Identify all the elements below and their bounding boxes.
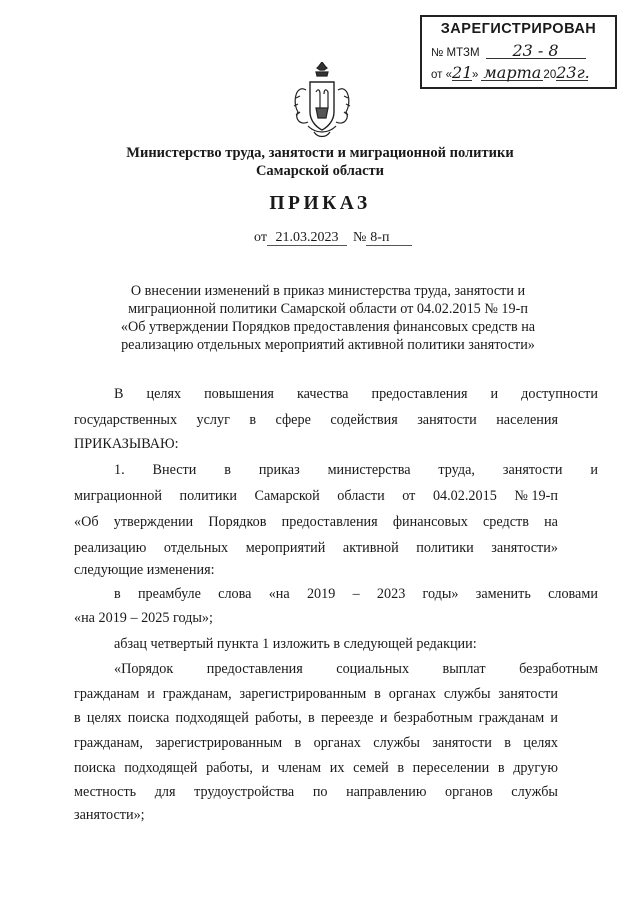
word: на (544, 514, 558, 530)
word: в (114, 586, 121, 602)
word: местность (74, 784, 137, 800)
word: качества (296, 386, 349, 402)
word: миграционной (74, 488, 162, 504)
body-line (74, 784, 558, 801)
word: другую (513, 760, 558, 776)
word: министерства (327, 462, 411, 478)
body-line (74, 586, 598, 603)
ministry-name-line2: Самарской области (255, 163, 385, 179)
word: Внести (152, 462, 197, 478)
word: службы (373, 735, 420, 751)
stamp-date-row (431, 65, 588, 81)
word: и (590, 462, 598, 478)
body-line (74, 462, 598, 479)
body-line (74, 686, 558, 703)
word: годы» (422, 586, 459, 602)
document-title: ПРИКАЗ (269, 193, 371, 214)
word: безработным (393, 710, 473, 726)
word: приказ (258, 462, 300, 478)
word: – (352, 586, 360, 602)
word: в (504, 735, 511, 751)
word: В (114, 386, 124, 402)
word: и (379, 710, 388, 726)
word: гражданам (74, 686, 140, 702)
word: в (374, 686, 381, 702)
word: № 19-п (514, 488, 558, 504)
body-line (74, 488, 558, 505)
stamp-title: ЗАРЕГИСТРИРОВАН (440, 21, 597, 37)
word: семей (353, 760, 389, 776)
word: в (224, 462, 231, 478)
word: по (312, 784, 328, 800)
word: службы (511, 784, 558, 800)
body-line: следующие изменения: (74, 562, 215, 578)
word: области (337, 488, 385, 504)
word: поиска (74, 760, 116, 776)
body-line (74, 412, 558, 429)
word: в (74, 710, 81, 726)
word: органах (313, 735, 361, 751)
word: слова (218, 586, 252, 602)
word: заменить (475, 586, 531, 602)
stamp-year-prefix: 20 (543, 69, 557, 81)
word: и (261, 760, 270, 776)
word: в (249, 412, 257, 428)
word: труда, (438, 462, 475, 478)
word: переезде (320, 710, 374, 726)
word: содействия (330, 412, 398, 428)
word: средств (483, 514, 529, 530)
word: реализацию (74, 540, 147, 556)
word: занятости» (491, 540, 558, 556)
word: политики (416, 540, 474, 556)
subject-line: «Об утверждении Порядков предоставления финансовых средств на (120, 319, 536, 335)
stamp-date-mid: » (472, 69, 479, 81)
body-line: «на 2019 – 2025 годы»; (74, 610, 213, 626)
word: гражданам, (74, 735, 143, 751)
word: «на (268, 586, 290, 602)
stamp-year-handwritten: 23г. (556, 63, 590, 82)
word: отдельных (163, 540, 229, 556)
word: «Порядок (114, 661, 174, 677)
word: поиска (127, 710, 170, 726)
order-subject (68, 282, 588, 354)
word: Порядков (208, 514, 267, 530)
word: гражданам (478, 710, 545, 726)
stamp-number-label: № МТЗМ (431, 47, 480, 59)
word: зарегистрированным (155, 735, 283, 751)
word: службы (443, 686, 491, 702)
word: и (490, 386, 499, 402)
body-line (74, 735, 558, 752)
word: органах (388, 686, 437, 702)
body-line (74, 710, 558, 727)
word: услуг (196, 412, 230, 428)
order-date-number-line (254, 230, 412, 246)
word: в (294, 735, 302, 751)
word: выплат (442, 661, 486, 677)
stamp-number-handwritten: 23 - 8 (486, 43, 586, 59)
body-line: абзац четвертый пункта 1 изложить в следующей редакции: (114, 636, 477, 652)
coat-of-arms-emblem (286, 62, 358, 142)
body-line (74, 514, 558, 531)
order-date: 21.03.2023 (267, 231, 347, 246)
word: целях (86, 710, 122, 726)
word: предоставления (371, 386, 468, 402)
word: в (497, 760, 505, 776)
word: работы, (206, 760, 253, 776)
body-line (74, 760, 558, 777)
subject-line: О внесении изменений в приказ министерства труда, занятости и (130, 283, 526, 299)
stamp-day-handwritten: 21 (452, 63, 473, 82)
order-date-prefix: от (254, 230, 267, 245)
word: предоставления (281, 514, 378, 530)
word: занятости (417, 412, 477, 428)
order-number-sign: № (352, 230, 367, 245)
word: повышения (204, 386, 274, 402)
word: 04.02.2015 (432, 488, 497, 504)
word: членам (277, 760, 322, 776)
word: в (308, 710, 315, 726)
word: утверждении (113, 514, 194, 530)
word: от (402, 488, 416, 504)
word: преамбуле (137, 586, 201, 602)
stamp-number-row (431, 43, 586, 59)
body-line (74, 386, 598, 403)
word: направлению (346, 784, 427, 800)
registration-stamp (420, 15, 617, 89)
word: подходящей (175, 710, 249, 726)
word: для (154, 784, 176, 800)
word: в (397, 760, 405, 776)
word: мероприятий (245, 540, 326, 556)
word: переселении (412, 760, 490, 776)
word: 2023 (376, 586, 406, 602)
stamp-date-prefix: от « (431, 69, 453, 81)
word: их (329, 760, 345, 776)
body-line (74, 661, 598, 678)
word: занятости (432, 735, 492, 751)
word: активной (342, 540, 399, 556)
word: 1. (114, 462, 125, 478)
word: зарегистрированным (239, 686, 367, 702)
word: Самарской (254, 488, 320, 504)
word: государственных (74, 412, 178, 428)
word: «Об (74, 514, 99, 530)
body-line-prikazyvayu: ПРИКАЗЫВАЮ: (74, 436, 179, 452)
word: органов (445, 784, 493, 800)
subject-line: миграционной политики Самарской области от 04.02.2015 № 19-п (128, 301, 528, 317)
ministry-name-line1: Министерство труда, занятости и миграционной политики (126, 145, 514, 161)
word: доступности (521, 386, 598, 402)
word: словами (548, 586, 598, 602)
body-line (74, 540, 558, 557)
word: социальных (336, 661, 410, 677)
word: занятости (498, 686, 558, 702)
word: предоставления (206, 661, 303, 677)
word: политики (179, 488, 237, 504)
word: занятости (502, 462, 563, 478)
word: финансовых (392, 514, 468, 530)
word: подходящей (124, 760, 198, 776)
word: работы, (255, 710, 302, 726)
word: населения (496, 412, 558, 428)
word: безработным (519, 661, 598, 677)
word: сфере (275, 412, 311, 428)
body-line: занятости»; (74, 807, 145, 823)
word: целях (146, 386, 182, 402)
order-number: 8-п (366, 231, 412, 246)
subject-line: реализацию отдельных мероприятий активной политики занятости» (121, 337, 535, 353)
word: гражданам, (162, 686, 232, 702)
word: целях (523, 735, 558, 751)
word: 2019 (306, 586, 336, 602)
stamp-month-handwritten: марта (481, 65, 543, 81)
word: и (147, 686, 155, 702)
word: трудоустройства (194, 784, 295, 800)
word: и (550, 710, 558, 726)
